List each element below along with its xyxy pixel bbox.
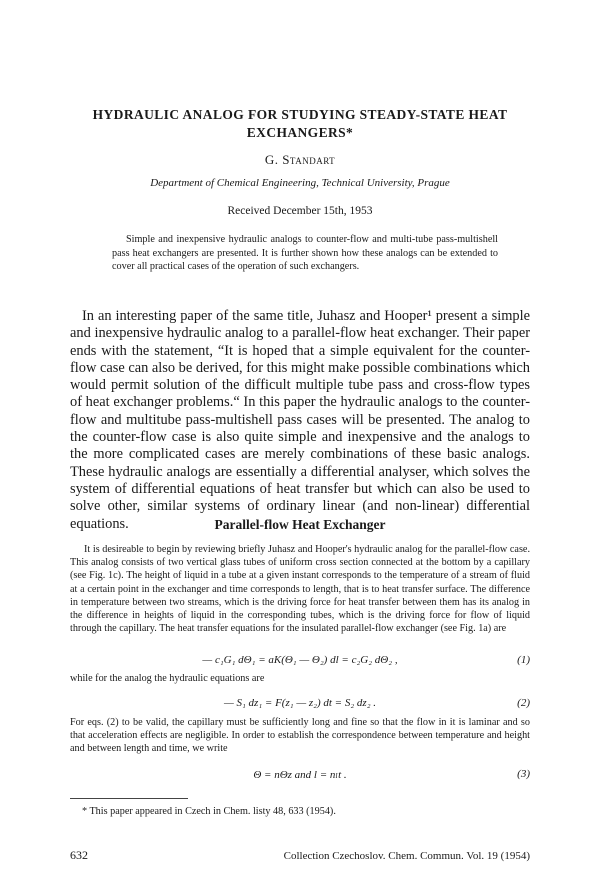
affiliation: Department of Chemical Engineering, Technical University, Prague xyxy=(150,177,450,189)
body-paragraph-2: while for the analog the hydraulic equations are xyxy=(70,673,265,684)
author-name xyxy=(0,152,600,168)
equation-3-body: Θ = nΘz and l = nₗt . xyxy=(253,769,347,781)
equation-1 xyxy=(70,654,530,668)
journal-citation: Collection Czechoslov. Chem. Commun. Vol. 19 (1954) xyxy=(283,850,530,862)
equation-2-body: — S₁ dz₁ = F(z₁ — z₂) dt = S₂ dz₂ . xyxy=(223,697,377,709)
equation-2 xyxy=(70,697,530,711)
received-date: Received December 15th, 1953 xyxy=(227,205,373,217)
section-heading: Parallel-flow Heat Exchanger xyxy=(214,517,386,532)
equation-1-body: — c₁G₁ dΘ₁ = aK(Θ₁ — Θ₂) dl = c₂G₂ dΘ₂ , xyxy=(202,654,398,666)
body-paragraph-1: It is desireable to begin by reviewing briefly Juhasz and Hooper's hydraulic analog for the parallel-flow case. This analog consists of two vertical glass tubes of uniform cross section connected at the bottom by a capillary (see Fig. 1c). The height of liquid in a tube at a given instant corresponds to the temperature of a stream of fluid at a certain point in the exchanger and time corresponds to length, that is to heat transfer surface. The difference in temperature between two streams, which is the driving force for heat transfer between them has its analog in the difference in heights of liquid in the corresponding tubes, which is the driving force for flow of liquid through the capillary. The heat transfer equations for the insulated parallel-flow exchanger (see Fig. 1a) are xyxy=(70,544,530,635)
equation-1-number: (1) xyxy=(517,654,530,666)
footnote-divider xyxy=(70,798,188,799)
body-paragraph-3: For eqs. (2) to be valid, the capillary must be sufficiently long and fine so that the flow in it is laminar and so that acceleration effects are negligible. In order to establish the correspondence between temperature and height and between length and time, we write xyxy=(70,717,530,755)
equation-3-number: (3) xyxy=(517,768,530,780)
paper-title: HYDRAULIC ANALOG FOR STUDYING STEADY-STATE HEAT EXCHANGERS* xyxy=(92,107,508,140)
introduction-paragraph: In an interesting paper of the same title, Juhasz and Hooper¹ present a simple and inexpensive hydraulic analog to a parallel-flow heat exchanger. Their paper ends with the statement, “It is hoped that a simple equivalent for the counter-flow case can also be derived, for this might make possible combinations which would permit solution of the difficult multiple tube pass and cross-flow types of heat exchanger problems.“ In this paper the hydraulic analogs to the counter-flow and multitube pass-multishell pass cases will be presented. The analog to the counter-flow case is also quite simple and inexpensive and the analogs to the more complicated cases are merely combinations of these basic analogs. These hydraulic analogs are essentially a differential analyser, which solves the system of differential equations of heat transfer but which can also be used to solve other, similar systems of ordinary linear (and non-linear) differential equations. xyxy=(70,308,530,532)
equation-2-number: (2) xyxy=(517,697,530,709)
author-surname: Standart xyxy=(282,152,336,167)
author-initial: G. xyxy=(264,152,283,167)
page-number: 632 xyxy=(70,848,88,862)
footnote: * This paper appeared in Czech in Chem. listy 48, 633 (1954). xyxy=(82,806,336,817)
equation-3 xyxy=(70,768,530,782)
abstract: Simple and inexpensive hydraulic analogs to counter-flow and multi-tube pass-multishell pass heat exchangers are presented. It is further shown how these analogs can be extended to cover all practical cases of the operation of such exchangers. xyxy=(112,234,498,272)
